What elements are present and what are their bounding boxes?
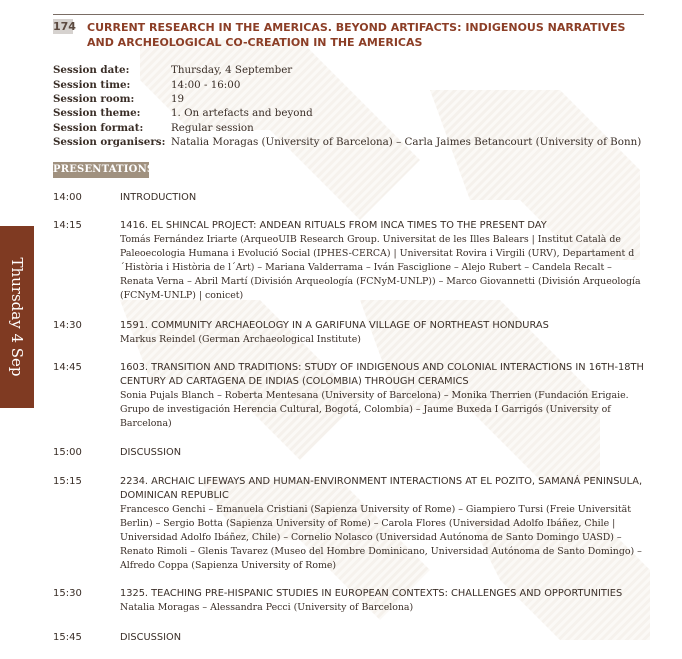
program-time: 14:15 (53, 220, 82, 231)
info-label: Session time: (53, 78, 131, 91)
info-label: Session theme: (53, 107, 141, 120)
program-item (53, 361, 653, 431)
info-row-date (53, 63, 653, 77)
info-value: 1. On artefacts and beyond (171, 107, 313, 120)
info-row-format (53, 121, 653, 135)
program-item (53, 475, 653, 573)
info-value: Natalia Moragas (University of Barcelona) – Carla Jaimes Betancourt (University of Bonn) (171, 136, 642, 149)
program-time: 15:15 (53, 476, 82, 487)
program-time: 14:45 (53, 362, 82, 373)
program-title: DISCUSSION (120, 632, 182, 643)
program-title: 1325. TEACHING PRE-HISPANIC STUDIES IN EUROPEAN CONTEXTS: CHALLENGES AND OPPORTUNITIES (120, 588, 623, 599)
info-row-theme (53, 106, 653, 120)
info-value: Thursday, 4 September (171, 64, 293, 77)
info-value: Regular session (171, 121, 254, 134)
program-authors: Tomás Fernández Iriarte (ArqueoUIB Research Group. Universitat de les Illes Balears | Institut Català de Paleoecologia Humana i Evolució Social (IPHES-CERCA) | Universitat Rovira i Virgili (URV), Departament d´Història i Història de l´Art) – Mariana Valderrama – Iván Fasciglione – Alejo Rubert – Candela Recalt – Renata Verna – Abril Martí (División Arqueología (FCNyM-UNLP)) – Marco Giovannetti (División Arqueología (FCNyM-UNLP) | conicet) (120, 234, 641, 301)
program-title: INTRODUCTION (120, 192, 197, 203)
program-title: DISCUSSION (120, 447, 182, 458)
program-item (53, 587, 653, 615)
day-side-tab-label: Thursday 4 Sep (8, 257, 26, 377)
program-authors: Markus Reindel (German Archaeological Institute) (120, 334, 361, 345)
program-time: 15:45 (53, 632, 82, 643)
program-time: 14:00 (53, 192, 82, 203)
day-side-tab (0, 226, 34, 408)
program-authors: Francesco Genchi – Emanuela Cristiani (Sapienza University of Rome) – Giampiero Tursi (Freie Universität Berlin) – Sergio Botta (Sapienza University of Rome) – Carola Flores (Universidad Adolfo Ibáñez, Chile | Universidad Adolfo Ibáñez, Chile) – Cornelio Nolasco (Universidad Autónoma de Santo Domingo UASD) – Renato Rimoli – Glenis Tavarez (Museo del Hombre Dominicano, Universidad Autónoma de Santo Domingo) – Alfredo Coppa (Sapienza University of Rome) (120, 504, 642, 571)
info-row-time (53, 77, 653, 91)
program-title: 1591. COMMUNITY ARCHAEOLOGY IN A GARIFUNA VILLAGE OF NORTHEAST HONDURAS (120, 320, 549, 331)
program-title: 1603. TRANSITION AND TRADITIONS: STUDY OF INDIGENOUS AND COLONIAL INTERACTIONS IN 16TH-18TH CENTURY AD CARTAGENA DE INDIAS (COLOMBIA) THROUGH CERAMICS (120, 362, 644, 387)
info-label: Session date: (53, 64, 130, 77)
program-item (53, 319, 653, 347)
info-label: Session room: (53, 92, 135, 105)
top-rule (53, 14, 644, 15)
session-info (53, 63, 653, 149)
info-label: Session organisers: (53, 136, 166, 149)
session-title: CURRENT RESEARCH IN THE AMERICAS. BEYOND ARTIFACTS: INDIGENOUS NARRATIVES AND ARCHEOLOGICAL CO-CREATION IN THE AMERICAS (87, 21, 626, 49)
session-number: 174 (53, 20, 76, 33)
info-row-organisers (53, 135, 653, 149)
program-item (53, 631, 653, 645)
program-authors: Sonia Pujals Blanch – Roberta Mentesana (University of Barcelona) – Monika Therrien (Fundación Erigaie. Grupo de investigación Herencia Cultural, Bogotá, Colombia) – Jaume Buxeda I Garrigós (University of Barcelona) (120, 390, 629, 429)
presentations-heading: PRESENTATIONS (53, 162, 149, 178)
info-row-room (53, 92, 653, 106)
program-item (53, 191, 653, 205)
program-time: 15:00 (53, 447, 82, 458)
program-time: 15:30 (53, 588, 82, 599)
info-value: 14:00 - 16:00 (171, 78, 241, 91)
program-title: 2234. ARCHAIC LIFEWAYS AND HUMAN-ENVIRONMENT INTERACTIONS AT EL POZITO, SAMANÁ PENINSULA, DOMINICAN REPUBLIC (120, 476, 643, 501)
info-value: 19 (171, 92, 185, 105)
program-item (53, 446, 653, 460)
info-label: Session format: (53, 121, 144, 134)
program-item (53, 219, 653, 303)
program-authors: Natalia Moragas – Alessandra Pecci (University of Barcelona) (120, 602, 414, 613)
program-time: 14:30 (53, 320, 82, 331)
program-title: 1416. EL SHINCAL PROJECT: ANDEAN RITUALS FROM INCA TIMES TO THE PRESENT DAY (120, 220, 547, 231)
